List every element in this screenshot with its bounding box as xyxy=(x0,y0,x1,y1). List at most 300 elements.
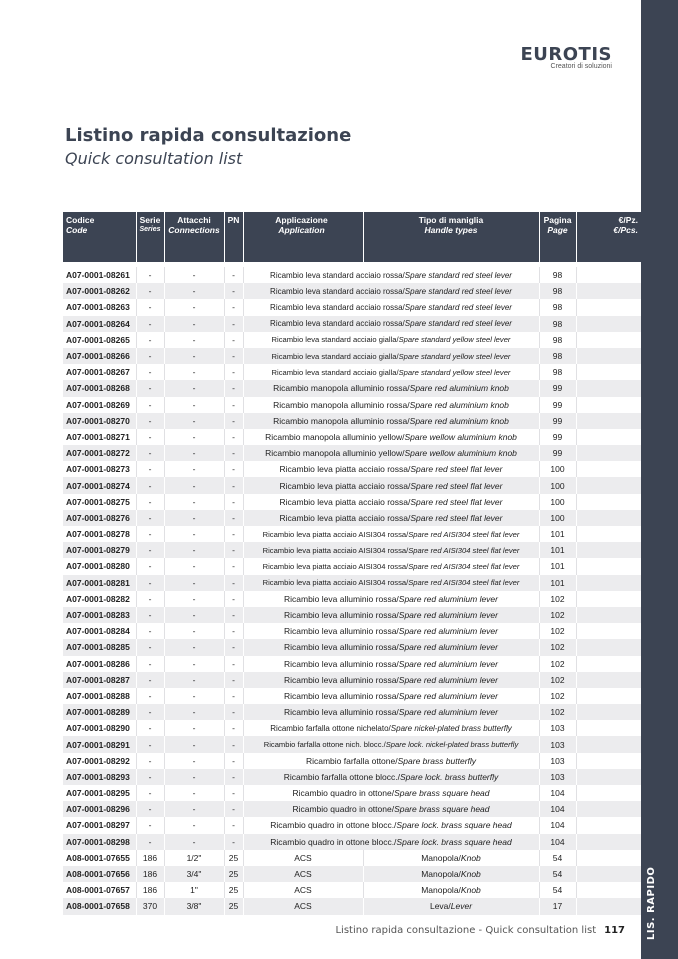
table-row xyxy=(63,316,641,332)
handle-en: Knob xyxy=(460,869,481,880)
cell-application xyxy=(243,332,539,348)
cell-connections: 3/8" xyxy=(164,898,224,914)
cell-code: A07-0001-08290 xyxy=(63,720,136,736)
cell-price xyxy=(576,575,641,591)
logo-tagline: Creatori di soluzioni xyxy=(550,63,612,70)
cell-price xyxy=(576,477,641,493)
cell-price xyxy=(576,898,641,914)
cell-price xyxy=(576,348,641,364)
cell-application xyxy=(243,283,539,299)
cell-pn: - xyxy=(224,623,243,639)
cell-code: A08-0001-07658 xyxy=(63,898,136,914)
cell-price xyxy=(576,558,641,574)
cell-pn: - xyxy=(224,477,243,493)
table-row xyxy=(63,866,641,882)
cell-price xyxy=(576,623,641,639)
cell-code: A07-0001-08278 xyxy=(63,526,136,542)
cell-code: A07-0001-08295 xyxy=(63,785,136,801)
cell-pn: - xyxy=(224,639,243,655)
table-row xyxy=(63,834,641,850)
cell-series: - xyxy=(136,267,164,283)
cell-price xyxy=(576,316,641,332)
cell-pn: 25 xyxy=(224,850,243,866)
cell-series: - xyxy=(136,720,164,736)
table-row xyxy=(63,753,641,769)
application-en: Spare red aluminium lever xyxy=(398,593,498,604)
cell-page: 99 xyxy=(539,445,576,461)
application-it: Ricambio leva standard acciaio gialla/ xyxy=(271,335,399,345)
cell-code: A07-0001-08283 xyxy=(63,607,136,623)
cell-connections: - xyxy=(164,801,224,817)
cell-series: - xyxy=(136,299,164,315)
cell-price xyxy=(576,672,641,688)
cell-connections: - xyxy=(164,380,224,396)
cell-series: 370 xyxy=(136,898,164,914)
cell-series: - xyxy=(136,429,164,445)
application-it: Ricambio farfalla ottone nichelato/ xyxy=(270,723,391,733)
table-header-row xyxy=(63,212,641,262)
cell-code: A07-0001-08286 xyxy=(63,656,136,672)
cell-code: A07-0001-08282 xyxy=(63,591,136,607)
cell-code: A07-0001-08280 xyxy=(63,558,136,574)
cell-pn: - xyxy=(224,688,243,704)
cell-application xyxy=(243,688,539,704)
application-it: Ricambio leva alluminio rossa/ xyxy=(283,707,399,718)
cell-pn: - xyxy=(224,526,243,542)
application-en: Spare nickel-plated brass butterfly xyxy=(390,723,512,733)
cell-application xyxy=(243,817,539,833)
application-en: Spare brass square head xyxy=(394,804,490,815)
application-en: Spare red aluminium knob xyxy=(409,383,509,394)
cell-series: - xyxy=(136,558,164,574)
cell-pn: - xyxy=(224,494,243,510)
table-row xyxy=(63,299,641,315)
cell-pn: - xyxy=(224,267,243,283)
cell-code: A07-0001-08269 xyxy=(63,397,136,413)
cell-application xyxy=(243,639,539,655)
application-en: Spare standard yellow steel lever xyxy=(398,351,511,361)
cell-pn: - xyxy=(224,542,243,558)
cell-series: - xyxy=(136,316,164,332)
cell-price xyxy=(576,445,641,461)
cell-application xyxy=(243,753,539,769)
cell-series: - xyxy=(136,623,164,639)
cell-pn: - xyxy=(224,817,243,833)
cell-page: 100 xyxy=(539,461,576,477)
cell-code: A07-0001-08264 xyxy=(63,316,136,332)
table-row xyxy=(63,364,641,380)
cell-code: A07-0001-08274 xyxy=(63,477,136,493)
cell-price xyxy=(576,413,641,429)
cell-connections: - xyxy=(164,397,224,413)
application-en: Spare red aluminium knob xyxy=(409,415,509,426)
application-it: Ricambio leva standard acciaio gialla/ xyxy=(271,367,399,377)
cell-code: A07-0001-08291 xyxy=(63,736,136,752)
cell-application xyxy=(243,607,539,623)
cell-price xyxy=(576,526,641,542)
table-row xyxy=(63,526,641,542)
application-it: Ricambio quadro in ottone blocc./ xyxy=(270,836,397,847)
table-row xyxy=(63,477,641,493)
price-list-table xyxy=(63,212,641,915)
cell-series: - xyxy=(136,639,164,655)
cell-pn: 25 xyxy=(224,882,243,898)
application-it: Ricambio leva alluminio rossa/ xyxy=(283,610,399,621)
cell-pn: - xyxy=(224,397,243,413)
cell-pn: - xyxy=(224,348,243,364)
cell-pn: - xyxy=(224,656,243,672)
application-it: Ricambio leva piatta acciaio rossa/ xyxy=(279,464,411,475)
cell-price xyxy=(576,397,641,413)
cell-code: A07-0001-08272 xyxy=(63,445,136,461)
cell-application xyxy=(243,429,539,445)
cell-application xyxy=(243,542,539,558)
cell-page: 104 xyxy=(539,817,576,833)
cell-series: - xyxy=(136,380,164,396)
application-it: Ricambio manopola alluminio rossa/ xyxy=(273,415,410,426)
cell-code: A08-0001-07657 xyxy=(63,882,136,898)
cell-application xyxy=(243,882,363,898)
cell-application xyxy=(243,656,539,672)
application-it: Ricambio quadro in ottone/ xyxy=(292,804,395,815)
cell-connections: - xyxy=(164,558,224,574)
cell-page: 102 xyxy=(539,591,576,607)
table-row xyxy=(63,558,641,574)
application-it: Ricambio manopola alluminio rossa/ xyxy=(273,399,410,410)
application-en: Spare red AISI304 steel flat lever xyxy=(408,561,520,571)
application-en: Spare standard red steel lever xyxy=(404,270,512,280)
application-it: Ricambio leva piatta acciaio rossa/ xyxy=(279,512,411,523)
application-en: Spare red aluminium lever xyxy=(398,674,498,685)
cell-series: - xyxy=(136,413,164,429)
application-it: ACS xyxy=(294,885,312,896)
cell-connections: - xyxy=(164,332,224,348)
cell-series: 186 xyxy=(136,850,164,866)
application-it: Ricambio leva alluminio rossa/ xyxy=(283,642,399,653)
cell-pn: - xyxy=(224,704,243,720)
cell-price xyxy=(576,364,641,380)
application-it: Ricambio leva alluminio rossa/ xyxy=(283,658,399,669)
cell-series: - xyxy=(136,445,164,461)
application-en: Spare wellow aluminium knob xyxy=(404,448,517,459)
application-en: Spare red steel flat lever xyxy=(410,496,503,507)
cell-page: 98 xyxy=(539,364,576,380)
cell-series: - xyxy=(136,510,164,526)
cell-application xyxy=(243,364,539,380)
application-en: Spare red aluminium lever xyxy=(398,610,498,621)
cell-connections: - xyxy=(164,526,224,542)
application-it: ACS xyxy=(294,869,312,880)
cell-page: 103 xyxy=(539,720,576,736)
cell-price xyxy=(576,267,641,283)
cell-page: 17 xyxy=(539,898,576,914)
application-it: Ricambio leva standard acciaio rossa/ xyxy=(270,286,405,296)
cell-application xyxy=(243,397,539,413)
cell-series: - xyxy=(136,704,164,720)
cell-page: 104 xyxy=(539,785,576,801)
cell-connections: 1" xyxy=(164,882,224,898)
header-page: Pagina Page xyxy=(539,212,576,262)
cell-application xyxy=(243,445,539,461)
application-en: Spare standard red steel lever xyxy=(404,319,512,329)
cell-connections: - xyxy=(164,575,224,591)
cell-code: A07-0001-08292 xyxy=(63,753,136,769)
cell-pn: - xyxy=(224,672,243,688)
cell-pn: - xyxy=(224,445,243,461)
application-en: Spare red aluminium knob xyxy=(409,399,509,410)
cell-series: - xyxy=(136,785,164,801)
application-it: Ricambio leva standard acciaio gialla/ xyxy=(271,351,399,361)
cell-code: A07-0001-08285 xyxy=(63,639,136,655)
cell-connections: 1/2" xyxy=(164,850,224,866)
cell-page: 98 xyxy=(539,283,576,299)
application-en: Spare brass butterfly xyxy=(397,755,477,766)
cell-connections: - xyxy=(164,656,224,672)
application-en: Spare red aluminium lever xyxy=(398,707,498,718)
cell-price xyxy=(576,736,641,752)
cell-connections: - xyxy=(164,283,224,299)
cell-price xyxy=(576,591,641,607)
cell-connections: - xyxy=(164,510,224,526)
cell-connections: - xyxy=(164,316,224,332)
cell-connections: - xyxy=(164,834,224,850)
cell-handle-type xyxy=(363,882,539,898)
cell-code: A07-0001-08273 xyxy=(63,461,136,477)
cell-code: A07-0001-08268 xyxy=(63,380,136,396)
application-it: Ricambio manopola alluminio yellow/ xyxy=(265,448,405,459)
cell-pn: - xyxy=(224,607,243,623)
cell-series: - xyxy=(136,753,164,769)
cell-pn: - xyxy=(224,785,243,801)
cell-application xyxy=(243,834,539,850)
application-en: Spare lock. nickel-plated brass butterfly xyxy=(385,740,519,750)
application-it: Ricambio farfalla ottone/ xyxy=(305,755,398,766)
cell-application xyxy=(243,801,539,817)
cell-page: 54 xyxy=(539,850,576,866)
application-en: Spare standard red steel lever xyxy=(404,286,512,296)
header-pn: PN xyxy=(224,212,243,262)
header-series: Serie Series xyxy=(136,212,164,262)
cell-connections: - xyxy=(164,769,224,785)
application-it: Ricambio leva piatta acciaio rossa/ xyxy=(279,480,411,491)
header-handle-types: Tipo di maniglia Handle types xyxy=(363,212,539,262)
cell-connections: - xyxy=(164,817,224,833)
cell-connections: - xyxy=(164,591,224,607)
cell-price xyxy=(576,332,641,348)
application-it: Ricambio leva alluminio rossa/ xyxy=(283,674,399,685)
cell-application xyxy=(243,672,539,688)
table-row xyxy=(63,445,641,461)
cell-series: - xyxy=(136,656,164,672)
cell-page: 101 xyxy=(539,526,576,542)
cell-page: 102 xyxy=(539,704,576,720)
table-row xyxy=(63,817,641,833)
cell-application xyxy=(243,380,539,396)
cell-price xyxy=(576,380,641,396)
application-en: Spare red steel flat lever xyxy=(410,464,503,475)
cell-price xyxy=(576,510,641,526)
cell-price xyxy=(576,299,641,315)
cell-code: A07-0001-08262 xyxy=(63,283,136,299)
cell-application xyxy=(243,575,539,591)
table-row xyxy=(63,380,641,396)
application-it: Ricambio manopola alluminio yellow/ xyxy=(265,431,405,442)
cell-connections: - xyxy=(164,299,224,315)
application-it: Ricambio leva alluminio rossa/ xyxy=(283,690,399,701)
cell-pn: - xyxy=(224,283,243,299)
cell-code: A07-0001-08287 xyxy=(63,672,136,688)
footer xyxy=(335,925,625,936)
cell-application xyxy=(243,720,539,736)
cell-price xyxy=(576,461,641,477)
handle-it: Manopola/ xyxy=(421,885,461,896)
cell-series: 186 xyxy=(136,866,164,882)
cell-pn: - xyxy=(224,429,243,445)
application-it: Ricambio manopola alluminio rossa/ xyxy=(273,383,410,394)
table-row xyxy=(63,898,641,914)
cell-pn: - xyxy=(224,413,243,429)
handle-it: Leva/ xyxy=(429,901,451,912)
cell-code: A07-0001-08263 xyxy=(63,299,136,315)
cell-application xyxy=(243,477,539,493)
handle-en: Lever xyxy=(450,901,473,912)
cell-pn: - xyxy=(224,720,243,736)
cell-price xyxy=(576,801,641,817)
application-it: Ricambio leva piatta acciaio AISI304 rossa/ xyxy=(262,529,409,539)
application-en: Spare red AISI304 steel flat lever xyxy=(408,529,520,539)
cell-connections: - xyxy=(164,267,224,283)
cell-price xyxy=(576,720,641,736)
cell-pn: - xyxy=(224,558,243,574)
cell-price xyxy=(576,639,641,655)
header-code: Codice Code xyxy=(63,212,136,262)
application-it: Ricambio farfalla ottone blocc./ xyxy=(283,771,400,782)
handle-en: Knob xyxy=(460,852,481,863)
cell-application xyxy=(243,494,539,510)
cell-handle-type xyxy=(363,898,539,914)
table-row xyxy=(63,704,641,720)
cell-connections: - xyxy=(164,720,224,736)
cell-application xyxy=(243,316,539,332)
application-it: ACS xyxy=(294,852,312,863)
table-row xyxy=(63,413,641,429)
table-row xyxy=(63,283,641,299)
cell-code: A07-0001-08275 xyxy=(63,494,136,510)
cell-page: 99 xyxy=(539,380,576,396)
cell-application xyxy=(243,769,539,785)
table-row xyxy=(63,672,641,688)
cell-series: 186 xyxy=(136,882,164,898)
table-row xyxy=(63,267,641,283)
cell-price xyxy=(576,656,641,672)
cell-series: - xyxy=(136,591,164,607)
application-en: Spare red aluminium lever xyxy=(398,642,498,653)
application-en: Spare red steel flat lever xyxy=(410,512,503,523)
table-row xyxy=(63,801,641,817)
handle-en: Knob xyxy=(460,885,481,896)
cell-pn: - xyxy=(224,575,243,591)
cell-page: 54 xyxy=(539,866,576,882)
cell-application xyxy=(243,413,539,429)
cell-series: - xyxy=(136,477,164,493)
table-row xyxy=(63,850,641,866)
cell-connections: - xyxy=(164,445,224,461)
cell-connections: - xyxy=(164,429,224,445)
cell-connections: - xyxy=(164,348,224,364)
cell-connections: - xyxy=(164,672,224,688)
application-en: Spare lock. brass square head xyxy=(396,820,512,831)
cell-page: 100 xyxy=(539,494,576,510)
application-it: Ricambio leva standard acciaio rossa/ xyxy=(270,319,405,329)
cell-application xyxy=(243,526,539,542)
cell-connections: 3/4" xyxy=(164,866,224,882)
cell-price xyxy=(576,769,641,785)
application-it: Ricambio leva piatta acciaio AISI304 rossa/ xyxy=(262,561,409,571)
cell-series: - xyxy=(136,364,164,380)
cell-pn: - xyxy=(224,461,243,477)
application-it: Ricambio farfalla ottone nich. blocc./ xyxy=(263,740,386,750)
cell-series: - xyxy=(136,688,164,704)
table-row xyxy=(63,607,641,623)
cell-pn: 25 xyxy=(224,898,243,914)
table-row xyxy=(63,882,641,898)
cell-connections: - xyxy=(164,477,224,493)
table-row xyxy=(63,348,641,364)
application-it: Ricambio leva alluminio rossa/ xyxy=(283,593,399,604)
cell-connections: - xyxy=(164,785,224,801)
cell-price xyxy=(576,607,641,623)
cell-application xyxy=(243,591,539,607)
cell-code: A07-0001-08267 xyxy=(63,364,136,380)
cell-application xyxy=(243,850,363,866)
cell-pn: - xyxy=(224,591,243,607)
cell-connections: - xyxy=(164,753,224,769)
cell-page: 99 xyxy=(539,413,576,429)
cell-code: A07-0001-08276 xyxy=(63,510,136,526)
cell-application xyxy=(243,461,539,477)
cell-series: - xyxy=(136,526,164,542)
cell-page: 98 xyxy=(539,299,576,315)
cell-application xyxy=(243,866,363,882)
cell-application xyxy=(243,267,539,283)
cell-application xyxy=(243,558,539,574)
cell-price xyxy=(576,429,641,445)
cell-connections: - xyxy=(164,688,224,704)
table-row xyxy=(63,785,641,801)
cell-code: A07-0001-08281 xyxy=(63,575,136,591)
page-title: Listino rapida consultazione xyxy=(65,125,352,146)
table-row xyxy=(63,542,641,558)
cell-code: A07-0001-08279 xyxy=(63,542,136,558)
application-en: Spare lock. brass butterfly xyxy=(399,771,499,782)
cell-page: 104 xyxy=(539,801,576,817)
cell-code: A07-0001-08271 xyxy=(63,429,136,445)
cell-pn: - xyxy=(224,801,243,817)
cell-page: 102 xyxy=(539,688,576,704)
table-row xyxy=(63,639,641,655)
application-it: Ricambio leva piatta acciaio AISI304 rossa/ xyxy=(262,578,409,588)
table-body xyxy=(63,262,641,915)
table-row xyxy=(63,510,641,526)
logo xyxy=(520,44,612,70)
table-row xyxy=(63,736,641,752)
cell-price xyxy=(576,704,641,720)
cell-code: A07-0001-08297 xyxy=(63,817,136,833)
cell-page: 103 xyxy=(539,769,576,785)
cell-price xyxy=(576,834,641,850)
cell-application xyxy=(243,898,363,914)
cell-page: 99 xyxy=(539,397,576,413)
